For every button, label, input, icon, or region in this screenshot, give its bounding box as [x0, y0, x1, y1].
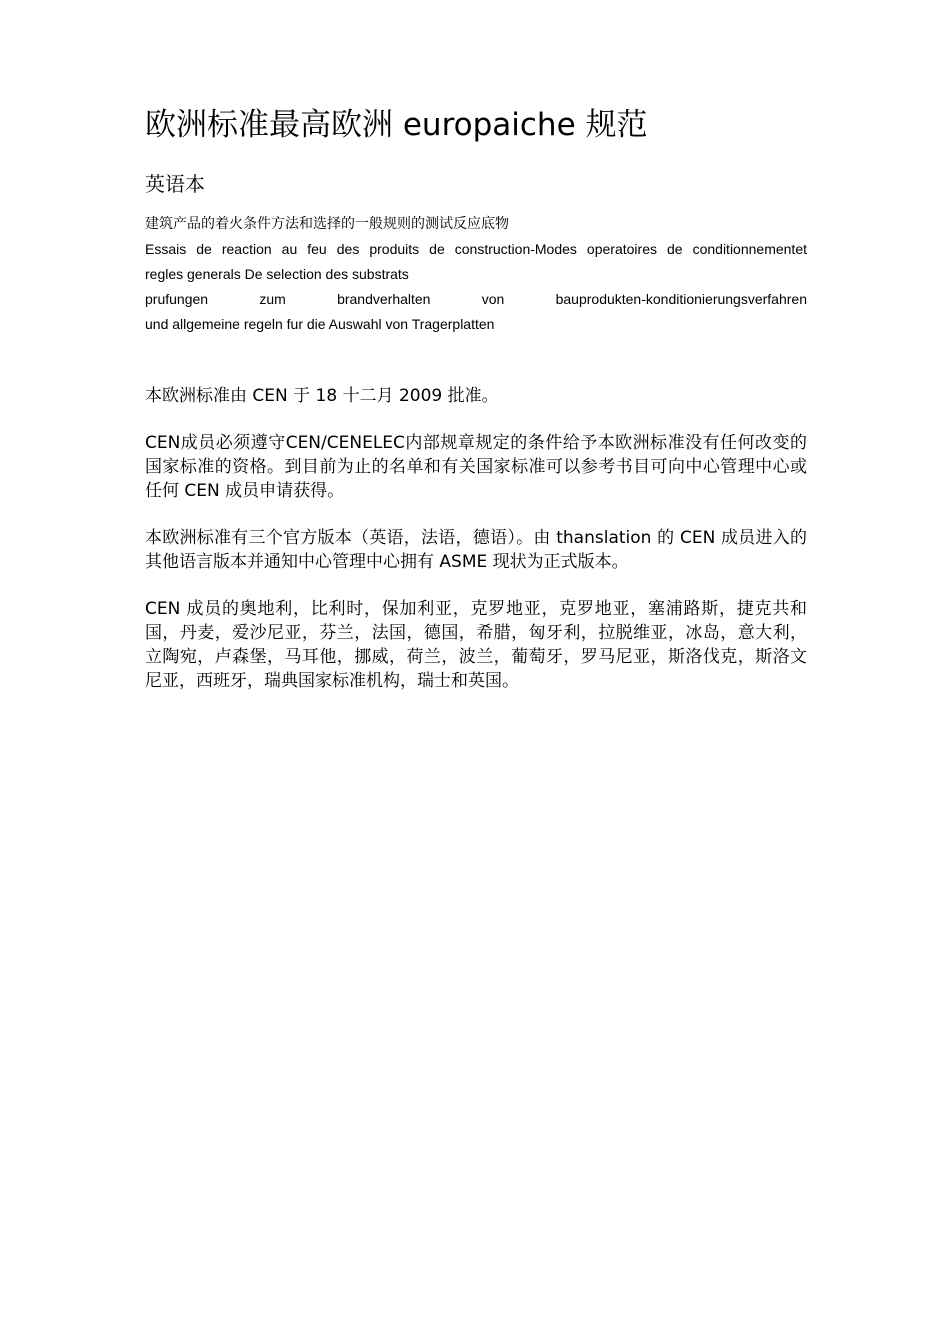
- language-version: 英语本: [145, 172, 205, 196]
- member-countries-paragraph: CEN 成员的奥地利，比利时，保加利亚，克罗地亚，克罗地亚，塞浦路斯，捷克共和国，丹麦，爱沙尼亚，芬兰，法国，德国，希腊，匈牙利，拉脱维亚，冰岛，意大利，立陶宛，卢森堡，马耳他，挪威，荷兰，波兰，葡萄牙，罗马尼亚，斯洛伐克，斯洛文尼亚，西班牙，瑞典国家标准机构，瑞士和英国。: [145, 599, 807, 691]
- title-german-line2: und allgemeine regeln fur die Auswahl von Tragerplatten: [145, 316, 495, 332]
- multilingual-titles: [145, 212, 807, 337]
- approval-paragraph: 本欧洲标准由 CEN 于 18 十二月 2009 批准。: [145, 386, 499, 406]
- title-french-line2: regles generals De selection des substrats: [145, 266, 409, 282]
- members-obligation-paragraph: CEN成员必须遵守CEN/CENELEC内部规章规定的条件给予本欧洲标准没有任何改变的国家标准的资格。到目前为止的名单和有关国家标准可以参考书目可向中心管理中心或任何 CEN 成员申请获得。: [145, 433, 807, 501]
- title-chinese: 建筑产品的着火条件方法和选择的一般规则的测试反应底物: [145, 216, 509, 232]
- title-french-line1: Essais de reaction au feu des produits de construction-Modes operatoires de conditionnementet: [145, 241, 807, 257]
- title-german-line1: prufungen zum brandverhalten von bauprodukten-konditionierungsverfahren: [145, 291, 807, 307]
- official-versions-paragraph: 本欧洲标准有三个官方版本（英语，法语，德语）。由 thanslation 的 CEN 成员进入的其他语言版本并通知中心管理中心拥有 ASME 现状为正式版本。: [145, 528, 807, 572]
- document-title: 欧洲标准最高欧洲 europaiche 规范: [145, 107, 648, 143]
- document-content: [145, 100, 807, 693]
